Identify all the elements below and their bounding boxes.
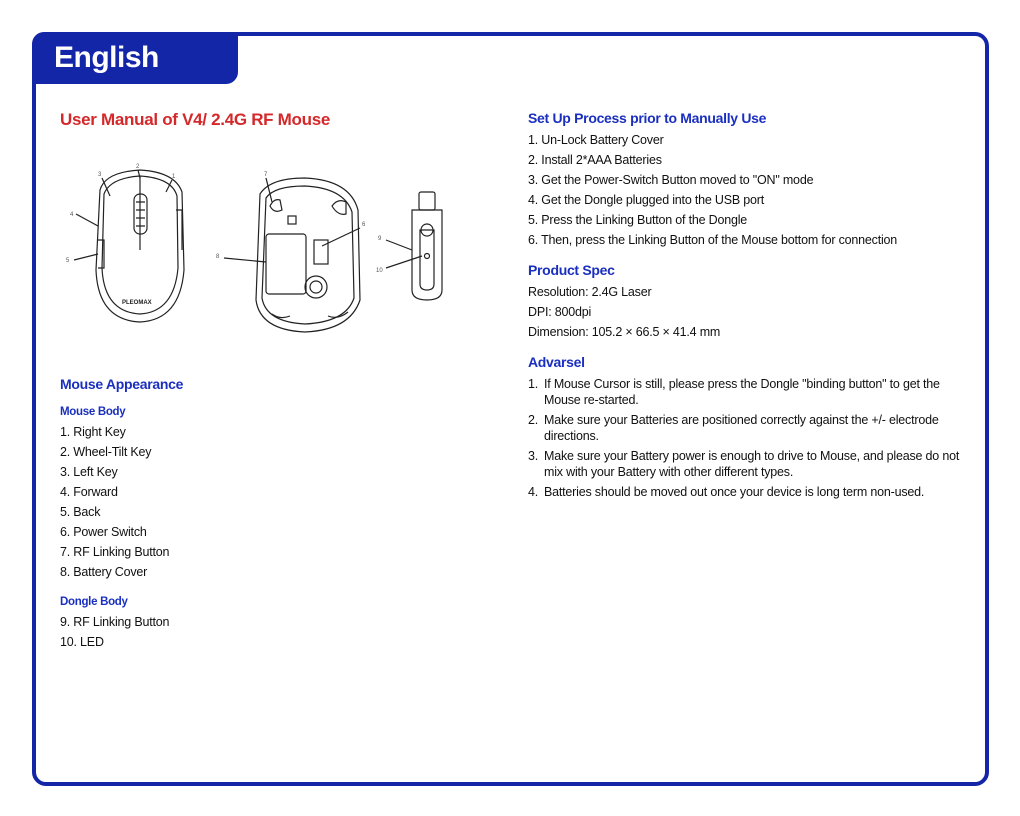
list-item: 5. Press the Linking Button of the Dongle bbox=[528, 213, 748, 227]
mouse-body-title: Mouse Body bbox=[60, 406, 126, 418]
callout-3: 3 bbox=[98, 172, 102, 178]
list-item: 6. Power Switch bbox=[60, 525, 147, 539]
item-text: Make sure your Battery power is enough to drive to Mouse, and please do not mix with your Battery with other different types. bbox=[544, 449, 960, 479]
item-number: 2. bbox=[528, 413, 539, 427]
list-item bbox=[528, 484, 968, 500]
list-item: 1. Un-Lock Battery Cover bbox=[528, 133, 664, 147]
item-number: 4. bbox=[528, 485, 539, 499]
item-number: 1. bbox=[528, 377, 539, 391]
item-text: Make sure your Batteries are positioned correctly against the +/- electrode directions. bbox=[544, 413, 939, 443]
list-item bbox=[528, 448, 968, 480]
list-item: 3. Get the Power-Switch Button moved to "ON" mode bbox=[528, 173, 814, 187]
advarsel-list bbox=[528, 376, 968, 500]
list-item bbox=[528, 412, 968, 444]
dongle-view bbox=[412, 192, 442, 300]
language-tab: English bbox=[32, 32, 238, 84]
item-text: Batteries should be moved out once your device is long term non-used. bbox=[544, 485, 925, 499]
manual-title: User Manual of V4/ 2.4G RF Mouse bbox=[60, 110, 331, 129]
list-item: 6. Then, press the Linking Button of the Mouse bottom for connection bbox=[528, 233, 898, 247]
list-item: Resolution: 2.4G Laser bbox=[528, 285, 652, 299]
callout-10: 10 bbox=[376, 268, 383, 274]
mouse-appearance-section bbox=[60, 376, 460, 652]
item-text: If Mouse Cursor is still, please press the Dongle "binding button" to get the Mouse re-started. bbox=[544, 377, 940, 407]
mouse-brand-mark: PLEOMAX bbox=[122, 300, 152, 306]
item-number: 3. bbox=[528, 449, 539, 463]
setup-list bbox=[528, 130, 968, 250]
spec-title: Product Spec bbox=[528, 262, 615, 278]
list-item: 4. Forward bbox=[60, 485, 118, 499]
list-item: 10. LED bbox=[60, 635, 104, 649]
callout-7: 7 bbox=[264, 172, 268, 178]
dongle-body-title: Dongle Body bbox=[60, 596, 128, 608]
mouse-body-list bbox=[60, 422, 460, 582]
list-item: Dimension: 105.2 × 66.5 × 41.4 mm bbox=[528, 325, 721, 339]
list-item: 9. RF Linking Button bbox=[60, 615, 170, 629]
list-item: 5. Back bbox=[60, 505, 101, 519]
right-column bbox=[528, 110, 968, 504]
callout-2: 2 bbox=[136, 164, 140, 170]
callout-4: 4 bbox=[70, 212, 74, 218]
callout-8: 8 bbox=[216, 254, 220, 260]
setup-title: Set Up Process prior to Manually Use bbox=[528, 110, 767, 126]
list-item: 4. Get the Dongle plugged into the USB port bbox=[528, 193, 765, 207]
list-item: 7. RF Linking Button bbox=[60, 545, 170, 559]
callout-6: 6 bbox=[362, 222, 366, 228]
dongle-body-list bbox=[60, 612, 460, 652]
list-item: 1. Right Key bbox=[60, 425, 126, 439]
list-item: 3. Left Key bbox=[60, 465, 118, 479]
list-item: 8. Battery Cover bbox=[60, 565, 148, 579]
mouse-appearance-title: Mouse Appearance bbox=[60, 376, 184, 392]
spec-list bbox=[528, 282, 968, 342]
advarsel-title: Advarsel bbox=[528, 354, 585, 370]
list-item: 2. Install 2*AAA Batteries bbox=[528, 153, 662, 167]
callout-9: 9 bbox=[378, 236, 382, 242]
mouse-illustration bbox=[60, 150, 460, 360]
callout-5: 5 bbox=[66, 258, 70, 264]
callout-1: 1 bbox=[172, 174, 176, 180]
list-item bbox=[528, 376, 968, 408]
list-item: DPI: 800dpi bbox=[528, 305, 592, 319]
list-item: 2. Wheel-Tilt Key bbox=[60, 445, 152, 459]
